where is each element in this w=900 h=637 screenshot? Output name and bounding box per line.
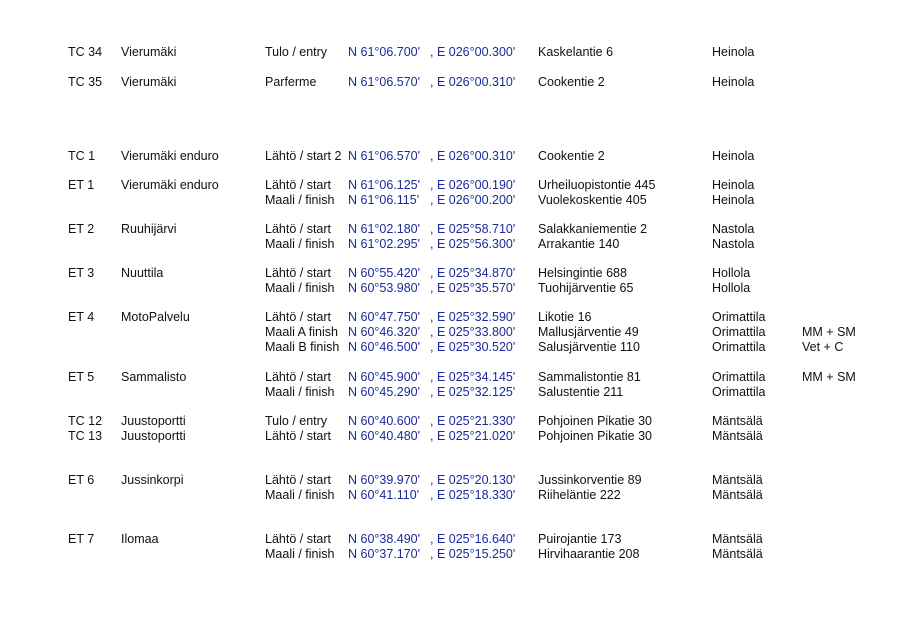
longitude: , E 025°30.520' <box>430 340 516 354</box>
street-address: Salusjärventie 110 <box>538 340 640 354</box>
street-address: Pohjoinen Pikatie 30 <box>538 414 652 428</box>
city: Heinola <box>712 45 755 59</box>
street-address: Cookentie 2 <box>538 149 605 163</box>
place-name: Vierumäki enduro <box>121 149 219 163</box>
street-address: Kaskelantie 6 <box>538 45 614 59</box>
place-name: Ruuhijärvi <box>121 222 177 236</box>
point-type: Tulo / entry <box>265 45 328 59</box>
street-address: Urheiluopistontie 445 <box>538 178 656 192</box>
street-address: Salakkaniementie 2 <box>538 222 648 236</box>
city: Orimattila <box>712 385 766 399</box>
latitude: N 61°06.570' <box>348 149 421 163</box>
city: Heinola <box>712 193 755 207</box>
point-type: Tulo / entry <box>265 414 328 428</box>
control-code: TC 34 <box>68 45 103 59</box>
table-row <box>0 532 900 547</box>
place-name: Nuuttila <box>121 266 164 280</box>
point-type: Maali / finish <box>265 488 335 502</box>
table-row <box>0 281 900 296</box>
point-type: Lähtö / start <box>265 370 332 384</box>
latitude: N 61°06.700' <box>348 45 421 59</box>
longitude: , E 026°00.310' <box>430 149 516 163</box>
city: Nastola <box>712 222 755 236</box>
point-type: Maali B finish <box>265 340 340 354</box>
street-address: Puirojantie 173 <box>538 532 622 546</box>
table-row <box>0 266 900 281</box>
latitude: N 60°40.600' <box>348 414 421 428</box>
city: Heinola <box>712 75 755 89</box>
point-type: Lähtö / start <box>265 266 332 280</box>
city: Mäntsälä <box>712 488 763 502</box>
longitude: , E 025°18.330' <box>430 488 516 502</box>
place-name: MotoPalvelu <box>121 310 190 324</box>
point-type: Maali / finish <box>265 385 335 399</box>
longitude: , E 025°15.250' <box>430 547 516 561</box>
longitude: , E 025°33.800' <box>430 325 516 339</box>
table-row <box>0 237 900 252</box>
longitude: , E 025°21.330' <box>430 414 516 428</box>
city: Nastola <box>712 237 755 251</box>
latitude: N 61°06.570' <box>348 75 421 89</box>
control-code: ET 3 <box>68 266 95 280</box>
table-row <box>0 75 900 90</box>
point-type: Lähtö / start <box>265 429 332 443</box>
latitude: N 61°06.125' <box>348 178 421 192</box>
table-row <box>0 547 900 562</box>
longitude: , E 025°16.640' <box>430 532 516 546</box>
longitude: , E 026°00.310' <box>430 75 516 89</box>
control-code: ET 5 <box>68 370 95 384</box>
point-type: Lähtö / start <box>265 532 332 546</box>
control-code: TC 35 <box>68 75 103 89</box>
latitude: N 60°46.320' <box>348 325 421 339</box>
latitude: N 60°45.900' <box>348 370 421 384</box>
street-address: Vuolekoskentie 405 <box>538 193 647 207</box>
latitude: N 60°40.480' <box>348 429 421 443</box>
latitude: N 60°47.750' <box>348 310 421 324</box>
table-row <box>0 193 900 208</box>
latitude: N 61°02.295' <box>348 237 421 251</box>
longitude: , E 025°35.570' <box>430 281 516 295</box>
control-code: ET 2 <box>68 222 95 236</box>
class-note: Vet + C <box>802 340 844 354</box>
longitude: , E 025°58.710' <box>430 222 516 236</box>
table-row <box>0 45 900 60</box>
point-type: Maali / finish <box>265 281 335 295</box>
place-name: Juustoportti <box>121 414 186 428</box>
longitude: , E 025°56.300' <box>430 237 516 251</box>
place-name: Ilomaa <box>121 532 159 546</box>
table-row <box>0 222 900 237</box>
street-address: Salustentie 211 <box>538 385 624 399</box>
control-code: ET 4 <box>68 310 95 324</box>
table-row <box>0 149 900 164</box>
street-address: Jussinkorventie 89 <box>538 473 642 487</box>
city: Mäntsälä <box>712 473 763 487</box>
longitude: , E 025°34.145' <box>430 370 516 384</box>
table-row <box>0 370 900 385</box>
street-address: Riiheläntie 222 <box>538 488 621 502</box>
point-type: Parferme <box>265 75 317 89</box>
control-code: TC 1 <box>68 149 96 163</box>
point-type: Maali / finish <box>265 547 335 561</box>
control-code: ET 6 <box>68 473 95 487</box>
street-address: Arrakantie 140 <box>538 237 620 251</box>
table-row <box>0 488 900 503</box>
latitude: N 60°55.420' <box>348 266 421 280</box>
point-type: Lähtö / start 2 <box>265 149 342 163</box>
point-type: Lähtö / start <box>265 310 332 324</box>
control-code: TC 12 <box>68 414 103 428</box>
control-code: TC 13 <box>68 429 103 443</box>
city: Orimattila <box>712 310 766 324</box>
latitude: N 60°41.110' <box>348 488 420 502</box>
place-name: Vierumäki <box>121 75 177 89</box>
longitude: , E 026°00.190' <box>430 178 516 192</box>
latitude: N 60°46.500' <box>348 340 421 354</box>
street-address: Helsingintie 688 <box>538 266 627 280</box>
place-name: Jussinkorpi <box>121 473 184 487</box>
street-address: Hirvihaarantie 208 <box>538 547 640 561</box>
longitude: , E 025°32.125' <box>430 385 516 399</box>
place-name: Juustoportti <box>121 429 186 443</box>
city: Heinola <box>712 178 755 192</box>
class-note: MM + SM <box>802 325 856 339</box>
latitude: N 60°38.490' <box>348 532 421 546</box>
point-type: Maali A finish <box>265 325 338 339</box>
table-row <box>0 414 900 429</box>
place-name: Vierumäki enduro <box>121 178 219 192</box>
city: Mäntsälä <box>712 547 763 561</box>
latitude: N 60°37.170' <box>348 547 421 561</box>
longitude: , E 025°21.020' <box>430 429 516 443</box>
latitude: N 60°39.970' <box>348 473 421 487</box>
table-row <box>0 310 900 325</box>
control-code: ET 7 <box>68 532 95 546</box>
table-row <box>0 385 900 400</box>
latitude: N 61°06.115' <box>348 193 420 207</box>
city: Heinola <box>712 149 755 163</box>
street-address: Likotie 16 <box>538 310 592 324</box>
point-type: Lähtö / start <box>265 473 332 487</box>
city: Orimattila <box>712 340 766 354</box>
longitude: , E 026°00.300' <box>430 45 516 59</box>
table-row <box>0 325 900 340</box>
longitude: , E 025°20.130' <box>430 473 516 487</box>
street-address: Pohjoinen Pikatie 30 <box>538 429 652 443</box>
city: Orimattila <box>712 325 766 339</box>
table-row <box>0 429 900 444</box>
city: Orimattila <box>712 370 766 384</box>
table-row <box>0 178 900 193</box>
point-type: Maali / finish <box>265 193 335 207</box>
street-address: Tuohijärventie 65 <box>538 281 634 295</box>
point-type: Lähtö / start <box>265 178 332 192</box>
city: Mäntsälä <box>712 429 763 443</box>
street-address: Cookentie 2 <box>538 75 605 89</box>
city: Mäntsälä <box>712 532 763 546</box>
table-row <box>0 340 900 355</box>
street-address: Mallusjärventie 49 <box>538 325 639 339</box>
city: Hollola <box>712 266 751 280</box>
place-name: Vierumäki <box>121 45 177 59</box>
city: Mäntsälä <box>712 414 763 428</box>
place-name: Sammalisto <box>121 370 187 384</box>
table-row <box>0 473 900 488</box>
latitude: N 60°53.980' <box>348 281 421 295</box>
control-code: ET 1 <box>68 178 95 192</box>
longitude: , E 025°34.870' <box>430 266 516 280</box>
point-type: Lähtö / start <box>265 222 332 236</box>
latitude: N 60°45.290' <box>348 385 421 399</box>
longitude: , E 025°32.590' <box>430 310 516 324</box>
point-type: Maali / finish <box>265 237 335 251</box>
class-note: MM + SM <box>802 370 856 384</box>
longitude: , E 026°00.200' <box>430 193 516 207</box>
street-address: Sammalistontie 81 <box>538 370 641 384</box>
city: Hollola <box>712 281 751 295</box>
latitude: N 61°02.180' <box>348 222 421 236</box>
